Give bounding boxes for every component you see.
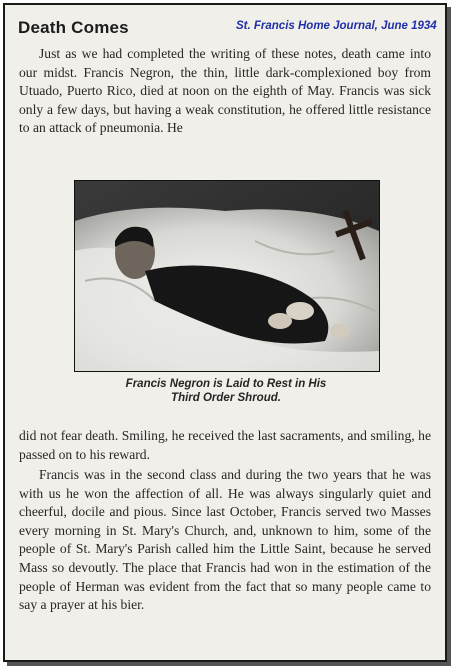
article-title: Death Comes: [18, 18, 129, 37]
photo-caption-line-2: Third Order Shroud.: [171, 392, 281, 404]
paragraph-1: Just as we had completed the writing of these notes, death came into our midst. Francis Negron, the thin, little dark-complexioned boy from Utuado, Puerto Rico, died at noon on the eighth of May. Francis was sick only a few days, but having a weak constitution, he offered little resistance to an attack of pneumonia. He: [19, 46, 431, 136]
article-frame: [3, 3, 447, 662]
paragraph-2: did not fear death. Smiling, he received the last sacraments, and smiling, he passed on to his reward.: [19, 428, 431, 462]
photo-caption-line-1: Francis Negron is Laid to Rest in His: [125, 378, 327, 390]
funeral-photo: [74, 180, 380, 372]
paragraph-3: Francis was in the second class and during the two years that he was with us he won the affection of all. He was always singularly quiet and cheerful, docile and pious. Since last October, Francis served two Masses every morning in St. Mary's Church, and, unknown to him, some of the people of St. Mary's Parish called him the Little Saint, because he served Mass so devoutly. The place that Francis had won in the estimation of the people of Herman was evident from the fact that so many people came to say a prayer at his bier.: [19, 467, 431, 613]
article-source: St. Francis Home Journal, June 1934: [236, 20, 437, 32]
